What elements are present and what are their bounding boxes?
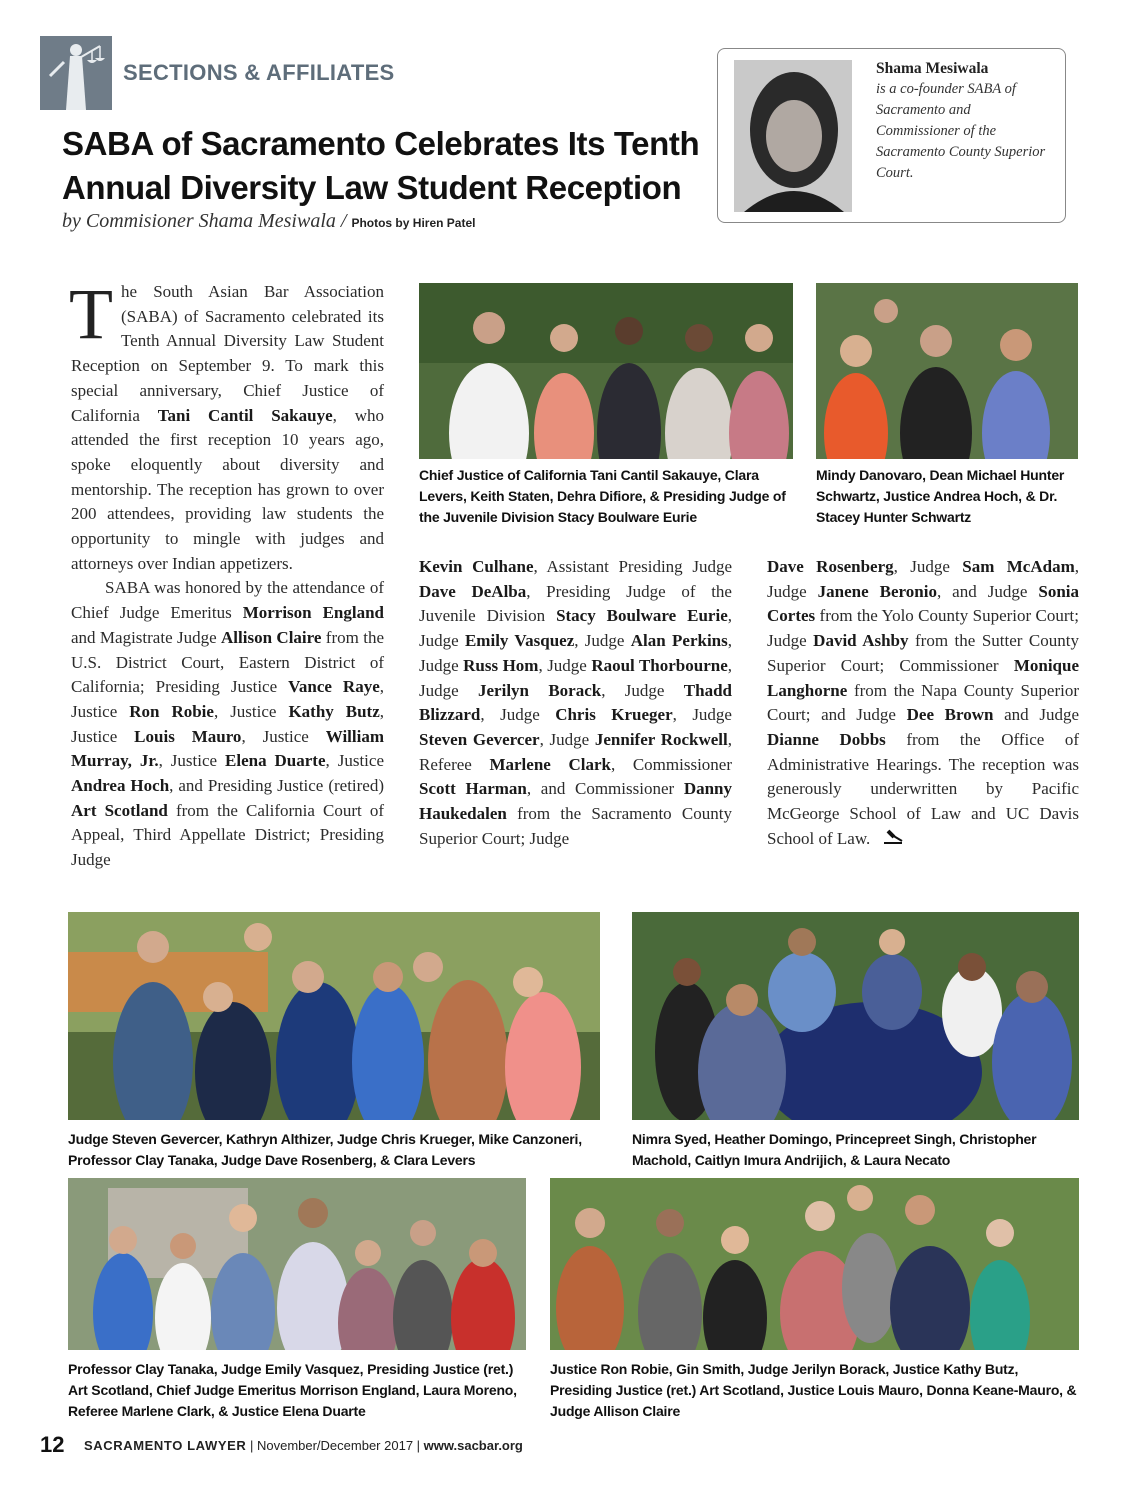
- magazine-name: SACRAMENTO LAWYER: [84, 1438, 247, 1453]
- person-name: Marlene Clark: [489, 754, 611, 774]
- text: , and Judge: [936, 581, 1039, 601]
- person-name: Russ Hom: [463, 655, 539, 675]
- text: , Judge: [539, 729, 595, 749]
- text: , Judge: [893, 557, 963, 576]
- text: from the Office of Administrative Hearings. The reception was generously underwritten by Pacific McGeorge School of Law and UC Davis School of Law.: [767, 729, 1079, 848]
- text: , Judge: [419, 631, 732, 675]
- person-name: Janene Beronio: [817, 581, 937, 601]
- text: , Justice: [71, 701, 384, 746]
- text: , Justice: [158, 751, 226, 771]
- person-name: Alan Perkins: [630, 631, 728, 651]
- text: , Justice: [325, 751, 384, 771]
- text: , and Commissioner: [526, 779, 684, 799]
- text: , Justice: [241, 726, 326, 746]
- text: and Magistrate Judge: [71, 627, 222, 647]
- person-name: Dee Brown: [906, 705, 994, 725]
- paragraph-2: [71, 576, 384, 872]
- photo-reception-6: [550, 1178, 1079, 1350]
- text: from the U.S. District Court, Eastern District of California; Presiding Justice: [71, 627, 384, 697]
- caption-photo-3: Judge Steven Gevercer, Kathryn Althizer, Judge Chris Krueger, Mike Canzoneri, Professor Clay Tanaka, Judge Dave Rosenberg, & Clara Levers: [68, 1131, 582, 1168]
- person-name: Vance Raye: [288, 677, 380, 697]
- person-name: Stacy Boulware Eurie: [556, 606, 728, 626]
- text: , Judge: [672, 705, 732, 725]
- text: , Judge: [574, 631, 631, 651]
- person-name: Kevin Culhane: [419, 557, 534, 576]
- website-link[interactable]: www.sacbar.org: [423, 1438, 523, 1453]
- text: , Justice: [71, 677, 384, 721]
- separator: |: [413, 1438, 424, 1453]
- author-bio: [876, 58, 1056, 184]
- person-name: Scott Harman: [419, 779, 527, 799]
- byline-author: by Commisioner Shama Mesiwala /: [62, 210, 347, 232]
- photo-reception-5: [68, 1178, 526, 1350]
- paragraph-1: [69, 274, 384, 576]
- author-portrait-image: [734, 60, 852, 212]
- person-name: Tani Cantil Sakauye: [157, 405, 333, 425]
- person-name: Art Scotland: [71, 800, 168, 820]
- person-name: Morrison England: [242, 603, 384, 623]
- text: , Referee: [419, 729, 732, 774]
- gavel-icon: [880, 827, 906, 853]
- person-name: Dianne Dobbs: [767, 729, 886, 749]
- person-name: Sonia Cortes: [767, 581, 1079, 626]
- caption-photo-2: Mindy Danovaro, Dean Michael Hunter Schwartz, Justice Andrea Hoch, & Dr. Stacey Hunter Schwartz: [816, 467, 1065, 525]
- article-column-1: [69, 274, 385, 873]
- author-description: is a co-founder SABA of Sacramento and Commissioner of the Sacramento County Superior Court.: [876, 81, 1046, 181]
- person-name: Raoul Thorbourne: [591, 655, 728, 675]
- text: , Judge: [538, 655, 592, 675]
- text: , Judge: [767, 557, 1079, 601]
- page-number: 12: [40, 1432, 65, 1457]
- author-name: Shama Mesiwala: [876, 60, 989, 77]
- issue-date: November/December 2017: [256, 1438, 414, 1453]
- text: , who attended the first reception 10 years ago, spoke eloquently about diversity and mentorship. The reception has grown to over 200 attendees, providing law students the opportunity to mingle with judges and attorneys over Indian appetizers.: [71, 405, 384, 573]
- text: from the California Court of Appeal, Third Appellate District; Presiding Judge: [71, 800, 385, 870]
- text: , Presiding Judge of the Juvenile Division: [419, 581, 732, 626]
- person-name: Elena Duarte: [225, 751, 326, 771]
- text: from the Sacramento County Superior Court; Judge: [419, 804, 732, 848]
- photo-credit: Photos by Hiren Patel: [351, 216, 476, 230]
- text: , Judge: [419, 655, 732, 700]
- text: from the Sutter County Superior Court; Commissioner: [767, 631, 1079, 675]
- text: SABA was honored by the attendance of Chief Judge Emeritus: [71, 578, 384, 623]
- person-name: Sam McAdam: [962, 557, 1075, 576]
- text: , Assistant Presiding Judge: [533, 557, 732, 576]
- person-name: Kathy Butz: [288, 701, 380, 721]
- photo-reception-4: [632, 912, 1079, 1120]
- person-name: Chris Krueger: [555, 705, 673, 725]
- person-name: Steven Gevercer: [419, 729, 540, 749]
- caption-photo-1: Chief Justice of California Tani Cantil Sakauye, Clara Levers, Keith Staten, Dehra Difiore, & Presiding Judge of the Juvenile Division Stacy Boulware Eurie: [419, 467, 786, 525]
- photo-reception-3: [68, 912, 600, 1120]
- title-line-1: SABA of Sacramento Celebrates Its Tenth: [62, 125, 700, 162]
- caption-photo-4: Nimra Syed, Heather Domingo, Princepreet Singh, Christopher Machold, Caitlyn Imura Andrijich, & Laura Necato: [632, 1131, 1037, 1168]
- author-photo: [734, 60, 852, 212]
- person-name: Dave Rosenberg: [767, 557, 894, 576]
- photo-reception-1: [419, 283, 793, 459]
- person-name: Thadd Blizzard: [419, 680, 732, 725]
- article-column-2: [419, 555, 732, 851]
- title-line-2: Annual Diversity Law Student Reception: [62, 169, 682, 206]
- text: , Commissioner: [610, 754, 732, 774]
- scales-of-justice-logo: [40, 36, 112, 110]
- article-column-3: [767, 555, 1079, 853]
- person-name: David Ashby: [813, 631, 909, 651]
- text: , Justice: [213, 701, 289, 721]
- text: from the Yolo County Superior Court; Judge: [767, 606, 1079, 651]
- caption-photo-5: Professor Clay Tanaka, Judge Emily Vasquez, Presiding Justice (ret.) Art Scotland, Chief Judge Emeritus Morrison England, Laura Moreno, Referee Marlene Clark, & Justice Elena Duarte: [68, 1361, 517, 1419]
- justice-statue-icon: [40, 36, 112, 110]
- text: , and Presiding Justice (retired): [169, 776, 385, 796]
- person-name: Louis Mauro: [134, 726, 242, 746]
- photo-reception-2: [816, 283, 1078, 459]
- byline: [62, 210, 475, 233]
- text: , Judge: [480, 705, 556, 725]
- separator: |: [246, 1438, 257, 1453]
- article-title: [62, 122, 712, 210]
- text: , Judge: [601, 680, 684, 700]
- caption-photo-6: Justice Ron Robie, Gin Smith, Judge Jerilyn Borack, Justice Kathy Butz, Presiding Justice (ret.) Art Scotland, Justice Louis Mauro, Donna Keane-Mauro, & Judge Allison Claire: [550, 1361, 1077, 1419]
- person-name: William Murray, Jr.: [71, 726, 384, 771]
- text: he South Asian Bar Association (SABA) of Sacramento celebrated its Tenth Annual Diversity Law Student Reception on September 9. To mark this special anniversary, Chief Justice of California: [71, 282, 384, 425]
- person-name: Allison Claire: [221, 627, 322, 647]
- footer: [84, 1438, 523, 1453]
- person-name: Jennifer Rockwell: [594, 729, 728, 749]
- person-name: Monique Langhorne: [767, 655, 1079, 700]
- text: from the Napa County Superior Court; and Judge: [767, 680, 1079, 725]
- person-name: Jerilyn Borack: [478, 680, 602, 700]
- person-name: Emily Vasquez: [464, 631, 575, 651]
- person-name: Andrea Hoch: [71, 776, 170, 796]
- person-name: Danny Haukedalen: [419, 779, 732, 824]
- text: , Judge: [419, 606, 732, 651]
- section-label: SECTIONS & AFFILIATES: [123, 60, 395, 85]
- person-name: Dave DeAlba: [419, 581, 527, 601]
- text: and Judge: [993, 705, 1079, 725]
- person-name: Ron Robie: [129, 701, 214, 721]
- drop-cap: T: [69, 274, 113, 354]
